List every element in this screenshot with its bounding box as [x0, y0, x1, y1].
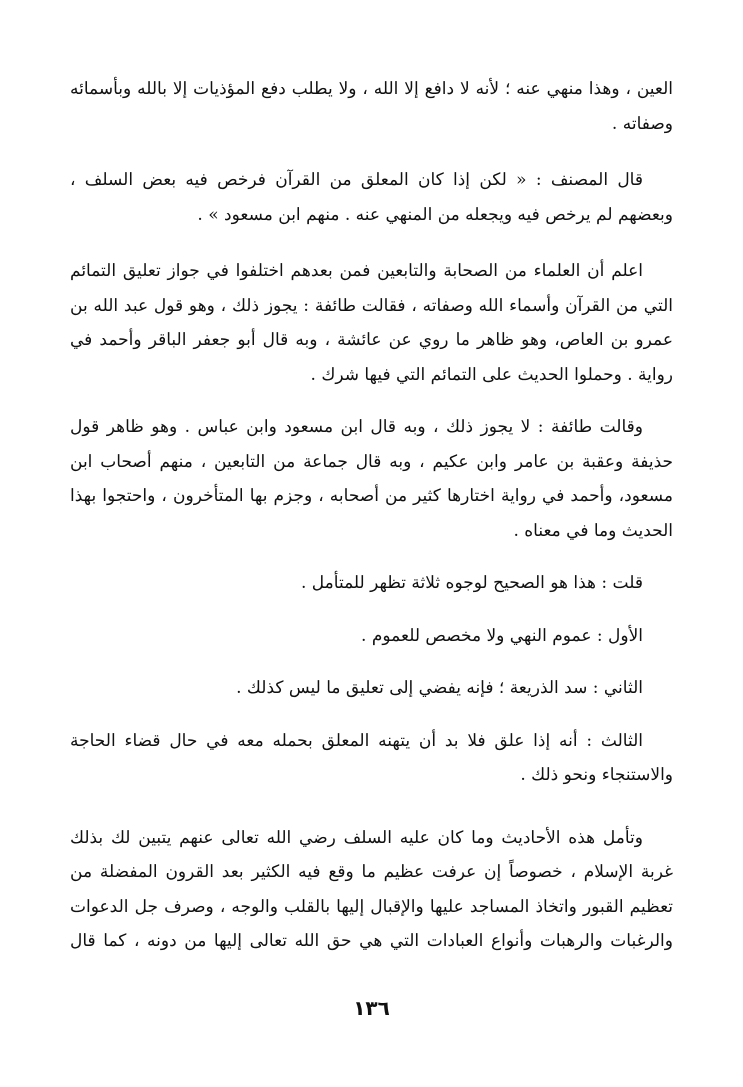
text-line: الثالث : أنه إذا علق فلا بد أن يتهنه المعلق بحمله معه في حال قضاء الحاجة [70, 730, 643, 751]
page-body [70, 72, 673, 959]
text-line: وتأمل هذه الأحاديث وما كان عليه السلف رضي الله تعالى عنهم يتبين لك بذلك [70, 827, 643, 848]
text-line: والرغبات والرهبات وأنواع العبادات التي هي حق الله تعالى إليها من دونه ، كما قال [70, 931, 673, 951]
text-line: عمرو بن العاص، وهو ظاهر ما روي عن عائشة ، وبه قال أبو جعفر الباقر وأحمد في [70, 330, 673, 350]
text-line: التي من القرآن وأسماء الله وصفاته ، فقالت طائفة : يجوز ذلك ، وهو قول عبد الله بن [70, 295, 673, 316]
paragraph-3 [70, 254, 673, 392]
text-line: تعظيم القبور واتخاذ المساجد عليها والإقبال إليها بالقلب والوجه ، وصرف جل الدعوات [70, 896, 673, 917]
text-line: الأول : عموم النهي ولا مخصص للعموم . [361, 625, 643, 646]
page-number: ١٣٦ [353, 996, 390, 1020]
text-line: وقالت طائفة : لا يجوز ذلك ، وبه قال ابن مسعود وابن عباس . وهو ظاهر قول [70, 417, 643, 437]
text-line: رواية . وحملوا الحديث على التمائم التي فيها شرك . [310, 364, 673, 385]
text-line: العين ، وهذا منهي عنه ؛ لأنه لا دافع إلا الله ، ولا يطلب دفع المؤذيات إلا بالله وبأسمائه [70, 79, 673, 99]
text-line: الحديث وما في معناه . [513, 520, 673, 541]
text-line: وصفاته . [611, 113, 673, 134]
paragraph-5 [70, 566, 673, 601]
text-line: حذيفة وعقبة بن عامر وابن عكيم ، وبه قال جماعة من التابعين ، منهم أصحاب ابن [70, 451, 673, 472]
text-line: قال المصنف : « لكن إذا كان المعلق من القرآن فرخص فيه بعض السلف ، [70, 170, 643, 190]
text-line: وبعضهم لم يرخص فيه ويجعله من المنهي عنه . منهم ابن مسعود » . [197, 204, 673, 225]
text-line: مسعود، وأحمد في رواية اختارها كثير من أصحابه ، وجزم بها المتأخرون ، واحتجوا بهذا [70, 486, 673, 506]
paragraph-9 [70, 821, 673, 959]
text-line: اعلم أن العلماء من الصحابة والتابعين فمن بعدهم اختلفوا في جواز تعليق التمائم [70, 261, 643, 281]
paragraph-1 [70, 72, 673, 141]
paragraph-4 [70, 410, 673, 548]
text-line: قلت : هذا هو الصحيح لوجوه ثلاثة تظهر للمتأمل . [301, 573, 643, 593]
paragraph-2 [70, 163, 673, 232]
text-line: والاستنجاء ونحو ذلك . [520, 765, 673, 785]
text-line: الثاني : سد الذريعة ؛ فإنه يفضي إلى تعليق ما ليس كذلك . [236, 678, 643, 698]
paragraph-8 [70, 724, 673, 793]
paragraph-7 [70, 671, 673, 706]
paragraph-6 [70, 619, 673, 654]
text-line: غربة الإسلام ، خصوصاً إن عرفت عظيم ما وقع فيه الكثير بعد القرون المفضلة من [70, 862, 673, 882]
